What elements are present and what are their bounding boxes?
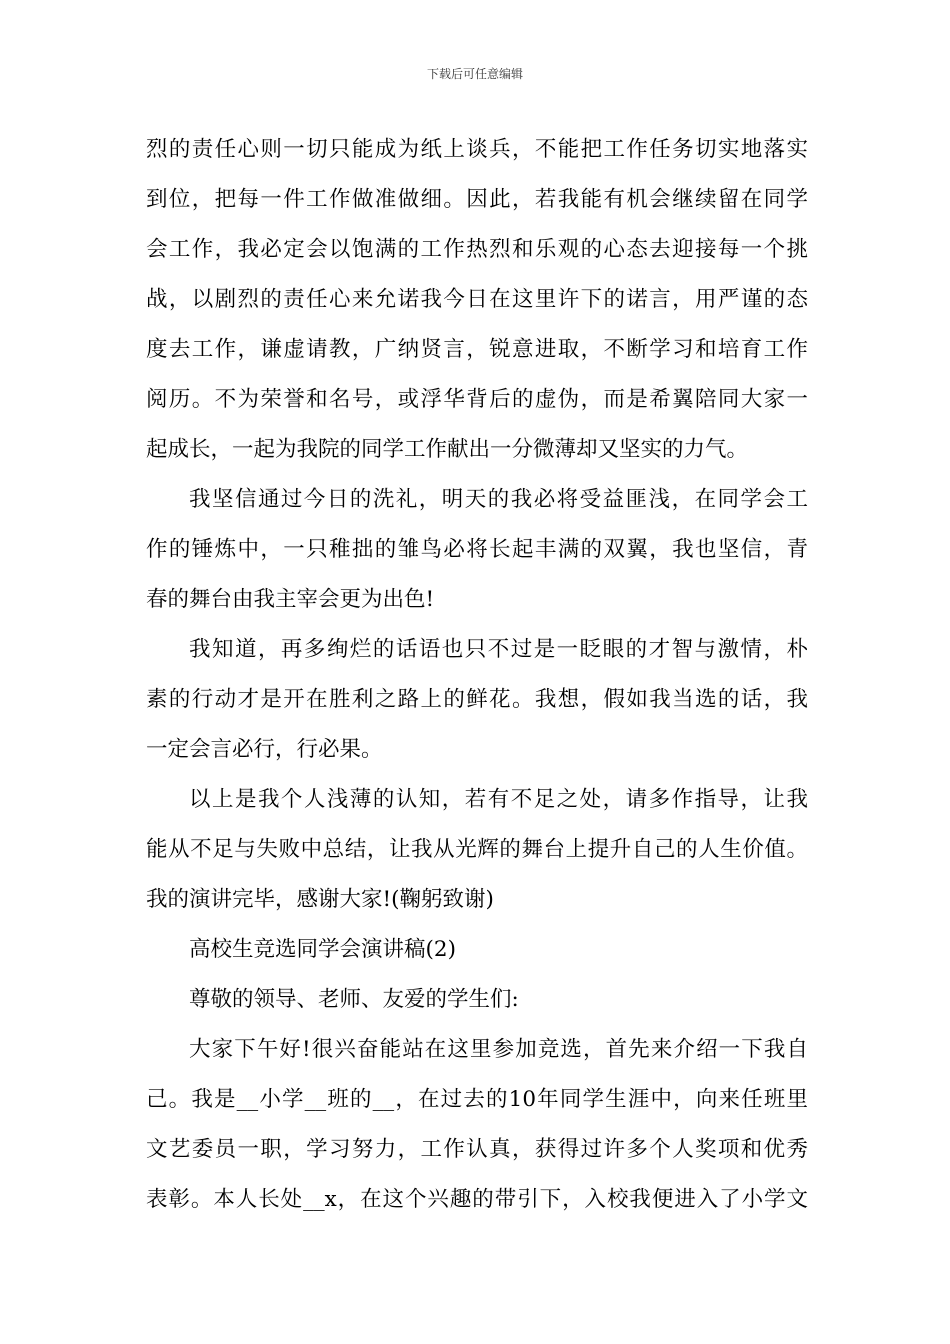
text-line: 我的演讲完毕，感谢大家!(鞠躬致谢)	[146, 887, 494, 912]
text-line: 我坚信通过今日的洗礼，明天的我必将受益匪浅，在同学会工	[189, 487, 808, 512]
text-line: 以上是我个人浅薄的认知，若有不足之处，请多作指导，让我	[189, 787, 808, 812]
text-line: 春的舞台由我主宰会更为出色!	[146, 587, 435, 612]
header-text: 下载后可任意编辑	[426, 67, 523, 81]
text-line: 我知道，再多绚烂的话语也只不过是一眨眼的才智与激情，朴	[189, 637, 808, 662]
paragraph-5	[146, 1025, 808, 1225]
text-line: 度去工作，谦虚请教，广纳贤言，锐意进取，不断学习和培育工作	[146, 337, 808, 362]
salutation	[146, 975, 808, 1025]
text-line: 能从不足与失败中总结，让我从光辉的舞台上提升自己的人生价值。	[146, 837, 808, 862]
paragraph-1	[146, 125, 808, 475]
text-line: 烈的责任心则一切只能成为纸上谈兵，不能把工作任务切实地落实	[146, 137, 808, 162]
document-body	[146, 125, 808, 1225]
text-line: 起成长，一起为我院的同学工作献出一分微薄却又坚实的力气。	[146, 437, 749, 462]
page-header	[0, 66, 950, 82]
section-title	[146, 925, 808, 975]
paragraph-3	[146, 625, 808, 775]
text-line: 战，以剧烈的责任心来允诺我今日在这里许下的诺言，用严谨的态	[146, 287, 808, 312]
text-line: 表彰。本人长处__x，在这个兴趣的带引下，入校我便进入了小学文	[146, 1187, 808, 1212]
text-line: 己。我是__小学__班的__，在过去的10年同学生涯中，向来任班里	[146, 1087, 808, 1112]
text-line: 一定会言必行，行必果。	[146, 737, 383, 762]
text-line: 会工作，我必定会以饱满的工作热烈和乐观的心态去迎接每一个挑	[146, 237, 808, 262]
text-line: 阅历。不为荣誉和名号，或浮华背后的虚伪，而是希翼陪同大家一	[146, 387, 808, 412]
text-line: 作的锤炼中，一只稚拙的雏鸟必将长起丰满的双翼，我也坚信，青	[146, 537, 808, 562]
text-line: 高校生竞选同学会演讲稿(2)	[189, 937, 456, 962]
text-line: 到位，把每一件工作做准做细。因此，若我能有机会继续留在同学	[146, 187, 808, 212]
text-line: 素的行动才是开在胜利之路上的鲜花。我想，假如我当选的话，我	[146, 687, 808, 712]
paragraph-4	[146, 775, 808, 925]
paragraph-2	[146, 475, 808, 625]
text-line: 尊敬的领导、老师、友爱的学生们:	[189, 987, 519, 1012]
text-line: 文艺委员一职，学习努力，工作认真，获得过许多个人奖项和优秀	[146, 1137, 808, 1162]
text-line: 大家下午好!很兴奋能站在这里参加竞选，首先来介绍一下我自	[189, 1037, 808, 1062]
